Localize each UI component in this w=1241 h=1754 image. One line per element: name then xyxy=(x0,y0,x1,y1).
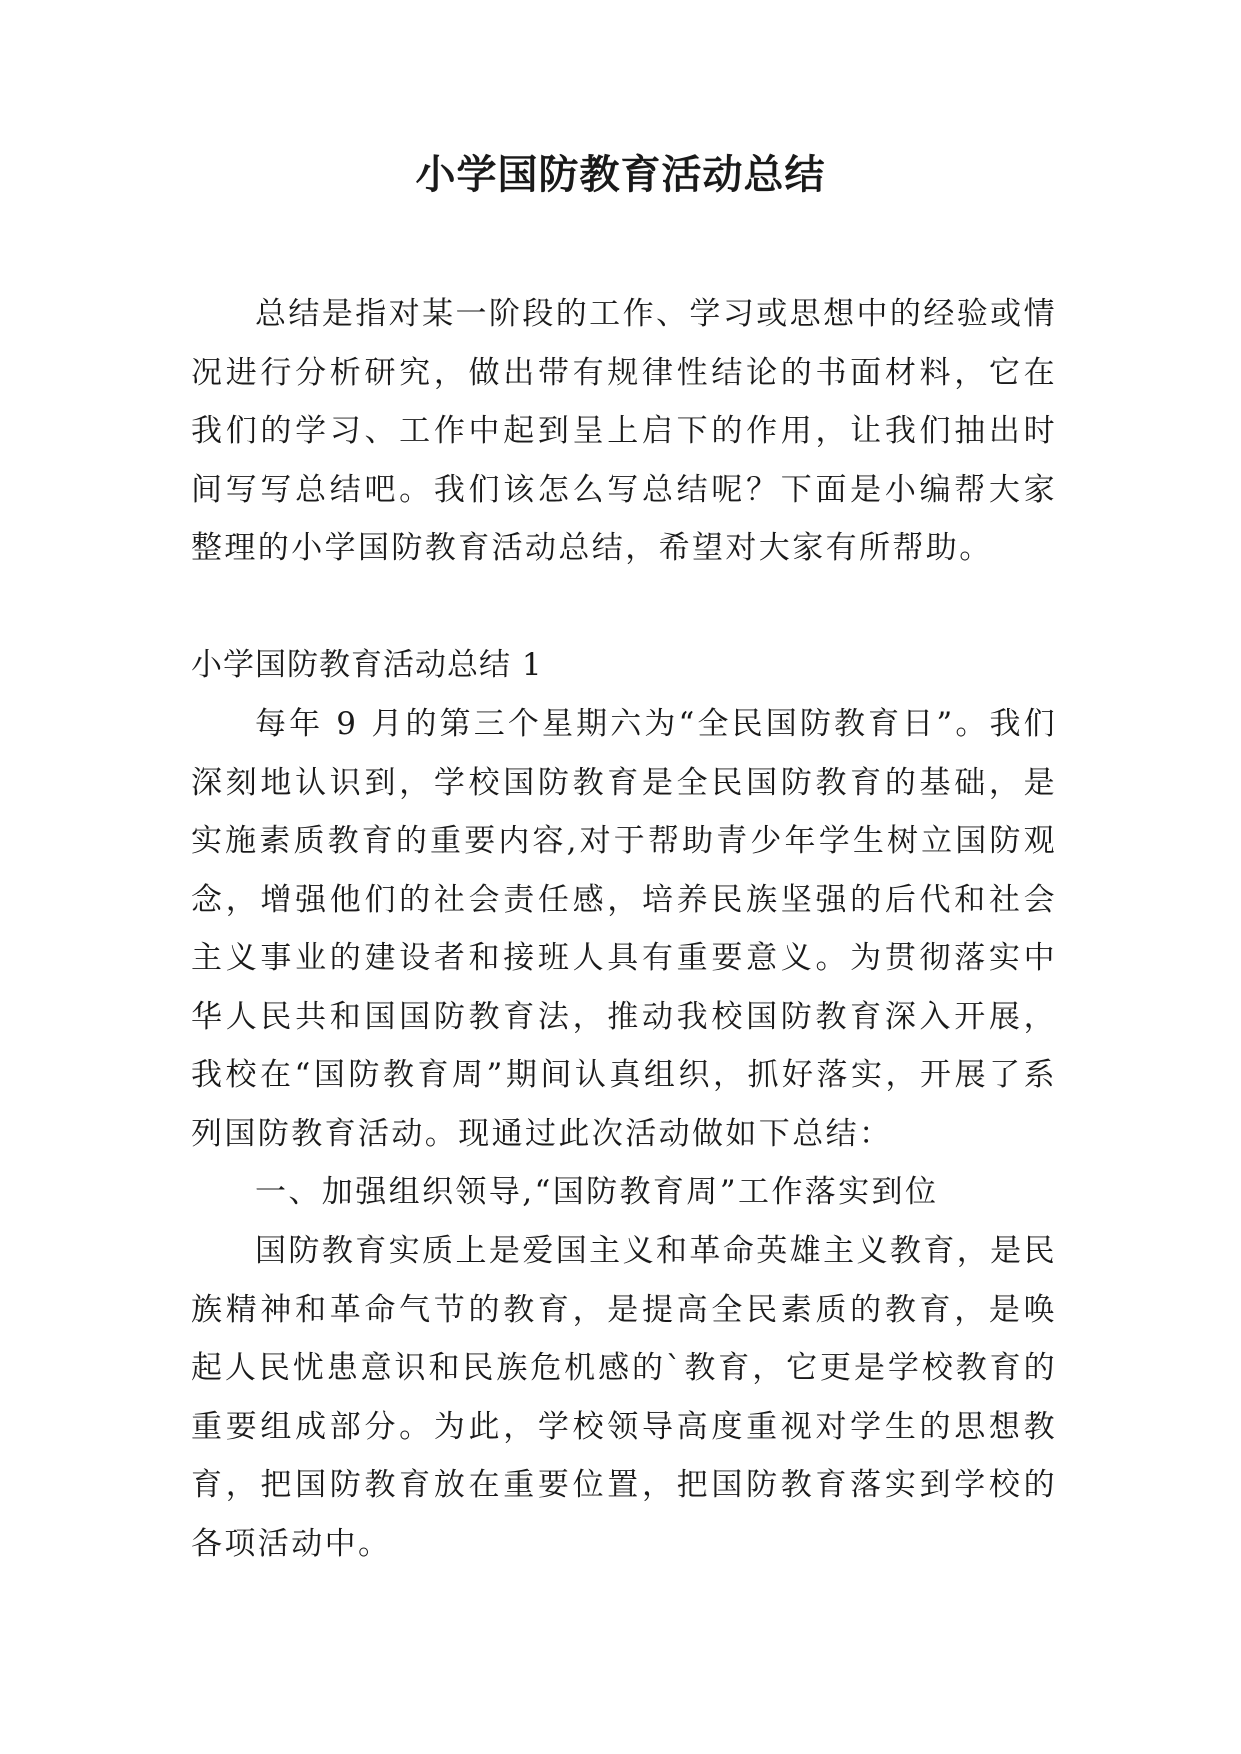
section-heading: 小学国防教育活动总结 1 xyxy=(191,647,543,683)
subheading-paragraph: 一、加强组织领导,“国防教育周”工作落实到位 xyxy=(255,1174,939,1210)
intro-paragraph: 总结是指对某一阶段的工作、学习或思想中的经验或情况进行分析研究，做出带有规律性结论的书面材料，它在我们的学习、工作中起到呈上启下的作用，让我们抽出时间写写总结吧。我们该怎么写总结呢？下面是小编帮大家整理的小学国防教育活动总结，希望对大家有所帮助。 xyxy=(191,296,1057,566)
document-title: 小学国防教育活动总结 xyxy=(415,152,826,198)
body-paragraph-2: 国防教育实质上是爱国主义和革命英雄主义教育，是民族精神和革命气节的教育，是提高全民素质的教育，是唤起人民忧患意识和民族危机感的`教育，它更是学校教育的重要组成部分。为此，学校领导高度重视对学生的思想教育，把国防教育放在重要位置，把国防教育落实到学校的各项活动中。 xyxy=(191,1233,1057,1562)
body-paragraph-1: 每年 9 月的第三个星期六为“全民国防教育日”。我们深刻地认识到，学校国防教育是全民国防教育的基础，是实施素质教育的重要内容,对于帮助青少年学生树立国防观念，增强他们的社会责任感，培养民族坚强的后代和社会主义事业的建设者和接班人具有重要意义。为贯彻落实中华人民共和国国防教育法，推动我校国防教育深入开展，我校在“国防教育周”期间认真组织，抓好落实，开展了系列国防教育活动。现通过此次活动做如下总结： xyxy=(191,706,1057,1152)
